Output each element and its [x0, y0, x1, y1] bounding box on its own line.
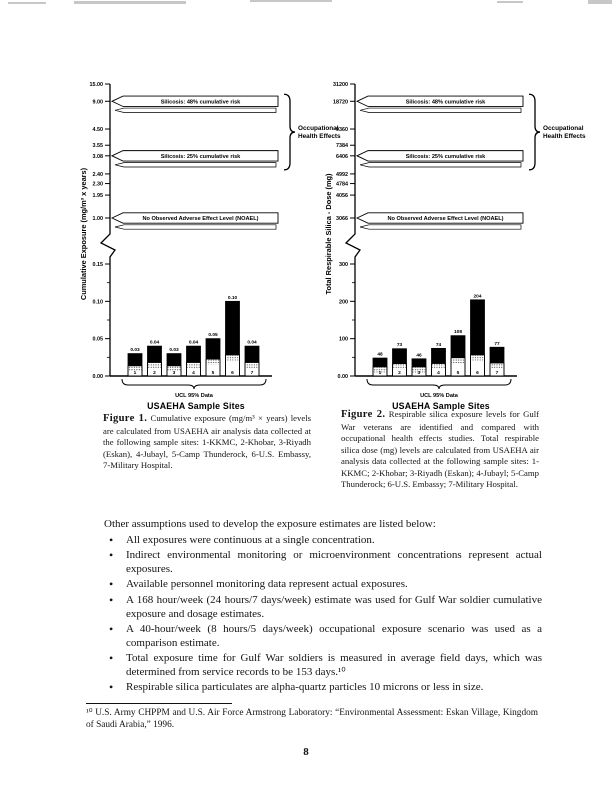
upper-tick-label: 3066	[336, 216, 348, 222]
assumptions-intro: Other assumptions used to develop the exposure estimates are listed below:	[104, 518, 436, 530]
bar-value-label: 0.03	[169, 348, 179, 354]
bar-upper-segment	[471, 300, 485, 355]
bar-upper-segment	[128, 354, 142, 366]
bar-value-label: 108	[453, 330, 463, 336]
effects-brace-label: Health Effects	[298, 133, 341, 141]
bullet-marker: •	[109, 592, 114, 607]
upper-tick-label: 4.50	[92, 127, 103, 134]
annotation-label: Silicosis: 48% cumulative risk	[405, 99, 486, 106]
bar-upper-segment	[432, 348, 446, 363]
bar-speckle	[226, 355, 239, 360]
bar-value-label: 77	[494, 341, 500, 347]
bar-value-label: 0.03	[130, 348, 140, 354]
annotation-label: No Observed Adverse Effect Level (NOAEL)	[387, 216, 504, 222]
ucl-data-label: UCL 95% Data	[420, 393, 458, 399]
bar-upper-segment	[245, 346, 259, 362]
ucl-brace	[367, 379, 511, 389]
bar-upper-segment	[393, 349, 407, 364]
figure-1-svg	[76, 76, 354, 412]
bar-upper-segment	[373, 358, 387, 367]
scan-artifact	[74, 1, 186, 4]
bar-site-number: 5	[456, 371, 460, 376]
effects-brace	[284, 94, 295, 170]
bar-site-number: 2	[153, 371, 156, 376]
scan-artifact	[250, 0, 332, 2]
bullet-marker: •	[109, 548, 114, 563]
scan-artifact	[497, 1, 523, 3]
upper-tick-label: 1.95	[92, 193, 103, 200]
scan-artifact	[8, 2, 46, 4]
bar-speckle	[491, 363, 504, 368]
upper-tick-label: 2.40	[92, 171, 103, 178]
bullet-marker: •	[109, 532, 114, 547]
scan-artifact	[588, 0, 612, 4]
annotation-arrow-shadow	[360, 108, 521, 112]
bar-upper-segment	[187, 346, 201, 362]
figure-1-caption-label: Figure 1.	[103, 413, 148, 424]
lower-tick-label: 0.00	[337, 374, 348, 380]
bar-value-label: 48	[377, 352, 383, 358]
bar-site-number: 4	[437, 371, 440, 376]
lower-tick-label: 0.15	[92, 262, 103, 268]
figure-1-chart	[76, 76, 354, 417]
bullet-text: Indirect environmental monitoring or microenvironment concentrations represent actual exposures.	[126, 549, 542, 576]
bar-site-number: 3	[417, 371, 421, 376]
bar-speckle	[471, 355, 484, 360]
upper-tick-label: 6406	[336, 153, 348, 160]
figure-2-caption-label: Figure 2.	[341, 409, 386, 420]
bullet-marker: •	[109, 577, 114, 592]
bar-speckle	[207, 360, 220, 365]
lower-tick-label: 200	[339, 299, 348, 306]
bullet-item	[104, 594, 542, 622]
y-axis-break	[346, 228, 360, 376]
annotation-label: Silicosis: 25% cumulative risk	[405, 153, 486, 160]
bar-site-number: 1	[378, 371, 382, 376]
bar-speckle	[393, 364, 406, 369]
bar-upper-segment	[412, 359, 426, 367]
upper-tick-label: 9.00	[92, 99, 103, 106]
footnote-text: ¹⁰ U.S. Army CHPPM and U.S. Air Force Armstrong Laboratory: “Environmental Assessment: Eskan Village, Kingdom of Saudi Arabia,” 1996.	[86, 708, 538, 731]
annotation-arrow-shadow	[360, 225, 521, 229]
body-text	[104, 518, 542, 697]
lower-tick-label: 100	[339, 336, 348, 343]
upper-tick-label: 4784	[336, 181, 348, 188]
annotation-label: No Observed Adverse Effect Level (NOAEL)	[142, 216, 259, 222]
bar-upper-segment	[451, 336, 465, 358]
upper-tick-label: 2.30	[92, 181, 103, 188]
upper-tick-label: 1.00	[92, 216, 103, 222]
bar-value-label: 0.10	[227, 295, 238, 301]
upper-tick-label: 4992	[336, 171, 348, 178]
y-axis-break	[101, 228, 115, 376]
bar-site-number: 5	[211, 371, 215, 376]
bullet-text: Respirable silica particulates are alpha-quartz particles 10 microns or less in size.	[126, 681, 484, 694]
bullet-item	[104, 534, 542, 548]
bar-upper-segment	[226, 301, 240, 355]
upper-tick-label: 9360	[336, 127, 348, 134]
page-number: 8	[303, 746, 309, 758]
lower-tick-label: 0.10	[92, 299, 103, 306]
figure-2-chart	[321, 76, 599, 417]
bar-value-label: 0.04	[247, 340, 257, 346]
bar-speckle	[187, 363, 200, 368]
bar-value-label: 204	[473, 294, 482, 300]
upper-tick-label: 7384	[336, 143, 348, 150]
bar-speckle	[148, 363, 161, 368]
bar-upper-segment	[148, 346, 162, 362]
figure-1-caption	[103, 412, 311, 472]
bar-value-label: 74	[435, 342, 442, 348]
annotation-arrow-shadow	[115, 108, 276, 112]
bar-site-number: 6	[476, 371, 479, 376]
upper-tick-label: 3.08	[92, 153, 103, 160]
effects-brace	[529, 94, 540, 170]
bullet-marker: •	[109, 622, 114, 637]
annotation-arrow-shadow	[115, 225, 276, 229]
annotation-label: Silicosis: 25% cumulative risk	[160, 153, 241, 160]
x-axis-title: USAEHA Sample Sites	[392, 401, 490, 411]
y-axis-title: Cumulative Exposure (mg/m³ x years)	[79, 167, 88, 301]
figure-1-caption-text: Cumulative exposure (mg/m³ × years) levels are calculated from USAEHA air analysis data collected at the following sample sites: 1-KKMC, 2-Khobar, 3-Riyadh (Eskan), 4-Jubayl, 5-Camp Thunderock, 6-U.S. Embassy, 7-Military Hospital.	[103, 413, 312, 471]
bullet-text: Available personnel monitoring data represent actual exposures.	[126, 578, 408, 591]
upper-tick-label: 18720	[333, 99, 348, 106]
bullet-item	[104, 549, 542, 577]
ucl-brace	[122, 379, 266, 389]
bar-speckle	[432, 364, 445, 369]
y-axis-title: Total Respirable Silica - Dose (mg)	[324, 173, 333, 295]
effects-brace-label: Health Effects	[543, 133, 586, 141]
bar-value-label: 0.04	[188, 340, 199, 346]
effects-brace-label: Occupational	[298, 125, 339, 133]
bar-site-number: 2	[398, 371, 401, 376]
lower-tick-label: 300	[339, 262, 348, 268]
annotation-arrow-shadow	[360, 163, 521, 167]
bar-value-label: 73	[396, 343, 403, 349]
upper-tick-label: 4056	[336, 193, 348, 200]
upper-tick-label: 3.55	[92, 143, 103, 150]
lower-tick-label: 0.00	[92, 374, 103, 380]
bullet-text: Total exposure time for Gulf War soldiers is measured in average field days, which was determined from service records to be 153 days.¹⁰	[126, 652, 542, 679]
upper-tick-label: 15.00	[89, 82, 103, 88]
bullet-text: All exposures were continuous at a single concentration.	[126, 533, 375, 546]
bullet-marker: •	[109, 651, 114, 666]
bar-upper-segment	[206, 339, 220, 360]
x-axis-title: USAEHA Sample Sites	[147, 401, 245, 411]
bar-site-number: 7	[250, 371, 254, 376]
bullet-item	[104, 652, 542, 680]
figure-2-caption-text: Respirable silica exposure levels for Gulf War veterans are identified and compared with occupational health effects studies. Total respirable silica dose (mg) levels are calculated from USAEHA air analysis data collected at the following sample sites: 1-KKMC; 2-Khobar; 3-Riyadh (Eskan); 4-Jubayl; 5-Camp Thunderock; 6-U.S. Embassy; 7-Military Hospital.	[341, 409, 540, 490]
bar-site-number: 7	[495, 371, 499, 376]
figure-2-caption	[341, 408, 539, 491]
bullet-item	[104, 681, 542, 695]
bullet-item	[104, 623, 542, 651]
figure-2-svg	[321, 76, 599, 412]
assumptions-list	[104, 534, 542, 695]
bullet-item	[104, 578, 542, 592]
upper-tick-label: 31200	[333, 82, 348, 88]
bar-speckle	[246, 363, 259, 368]
bar-upper-segment	[167, 354, 181, 366]
bar-speckle	[452, 358, 465, 363]
bar-value-label: 0.04	[149, 340, 160, 346]
bullet-text: A 40-hour/week (8 hours/5 days/week) occupational exposure scenario was used as a comparison estimate.	[126, 623, 542, 649]
bar-site-number: 3	[172, 371, 176, 376]
effects-brace-label: Occupational	[543, 125, 584, 133]
bar-site-number: 1	[133, 371, 137, 376]
bar-value-label: 46	[416, 353, 422, 359]
annotation-label: Silicosis: 48% cumulative risk	[160, 99, 241, 106]
ucl-data-label: UCL 95% Data	[175, 393, 213, 399]
bar-upper-segment	[490, 347, 504, 363]
bullet-marker: •	[109, 680, 114, 695]
footnote-rule	[86, 703, 232, 704]
bullet-text: A 168 hour/week (24 hours/7 days/week) estimate was used for Gulf War soldier cumulative exposure and dosage estimates.	[126, 593, 542, 620]
bar-site-number: 4	[192, 371, 195, 376]
annotation-arrow-shadow	[115, 163, 276, 167]
lower-tick-label: 0.05	[92, 336, 103, 343]
bar-value-label: 0.05	[208, 333, 218, 339]
bar-site-number: 6	[231, 371, 234, 376]
